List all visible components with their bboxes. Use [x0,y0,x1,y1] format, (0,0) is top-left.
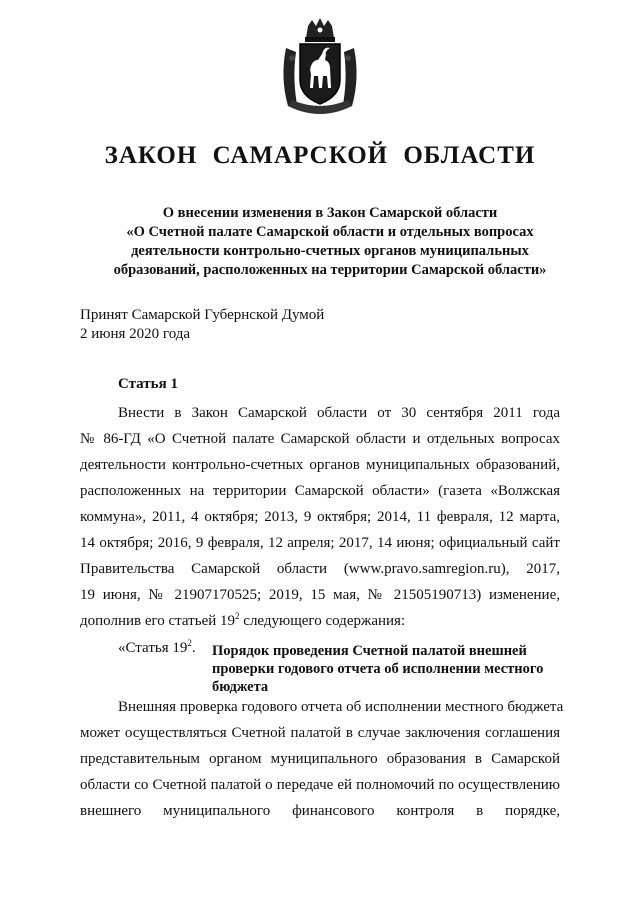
text-line: может осуществляться Счетной палатой в случае заключения соглашения [80,725,560,741]
samara-coat-of-arms-icon [278,18,362,118]
text-line: внешнего муниципального финансового контроля в порядке, [80,803,560,819]
text-line: расположенных на территории Самарской области» (газета «Волжская [80,483,560,499]
heading-line: проверки годового отчета об исполнении местного [212,661,544,677]
text-line: области со Счетной палатой о передаче ей полномочий по осуществлению [80,777,560,793]
subtitle-line: деятельности контрольно-счетных органов муниципальных [131,243,529,259]
text-line [80,608,560,634]
text-fragment: «Статья 19 [118,640,188,656]
text-line: 14 октября; 2016, 9 февраля, 12 апреля; 2017, 14 июня; официальный сайт [80,535,560,551]
subtitle-line: О внесении изменения в Закон Самарской области [162,205,498,221]
subtitle-line: образований, расположенных на территории Самарской области» [113,262,547,278]
text-line: деятельности контрольно-счетных органов муниципальных образований, [80,457,560,473]
text-line: Правительства Самарской области (www.pravo.samregion.ru), 2017, [80,561,560,577]
superscript: 2 [187,638,192,648]
heading-line: Порядок проведения Счетной палатой внешней [212,643,527,659]
text-fragment: . [191,640,196,656]
adoption-note [80,306,324,344]
heading-line: бюджета [212,679,269,695]
text-fragment: дополнив его статьей 19 [80,613,236,629]
text-line: № 86-ГД «О Счетной палате Самарской области и отдельных вопросах [80,431,560,447]
article-1-heading: Статья 1 [118,376,178,392]
text-line: Внешняя проверка годового отчета об исполнении местного бюджета [118,699,564,715]
adoption-body: Принят Самарской Губернской Думой [80,307,325,323]
text-line: Внести в Закон Самарской области от 30 сентября 2011 года [118,405,560,421]
article-1-text [80,400,560,634]
text-line: 19 июня, № 21907170525; 2019, 15 мая, № 21505190713) изменение, [80,587,560,603]
text-line: коммуна», 2011, 4 октября; 2013, 9 октября; 2014, 11 февраля, 12 марта, [80,509,560,525]
subtitle-line: «О Счетной палате Самарской области и отдельных вопросах [126,224,534,240]
superscript: 2 [235,611,240,621]
text-line: представительным органом муниципального образования в Самарской [80,751,560,767]
new-article-heading [212,642,562,696]
document-title: ЗАКОН САМАРСКОЙ ОБЛАСТИ [104,142,536,169]
new-article-label [118,640,196,657]
text-fragment: следующего содержания: [239,613,406,629]
document-subtitle [60,204,600,280]
adoption-date: 2 июня 2020 года [80,326,191,342]
paragraph-2-text [80,694,564,824]
